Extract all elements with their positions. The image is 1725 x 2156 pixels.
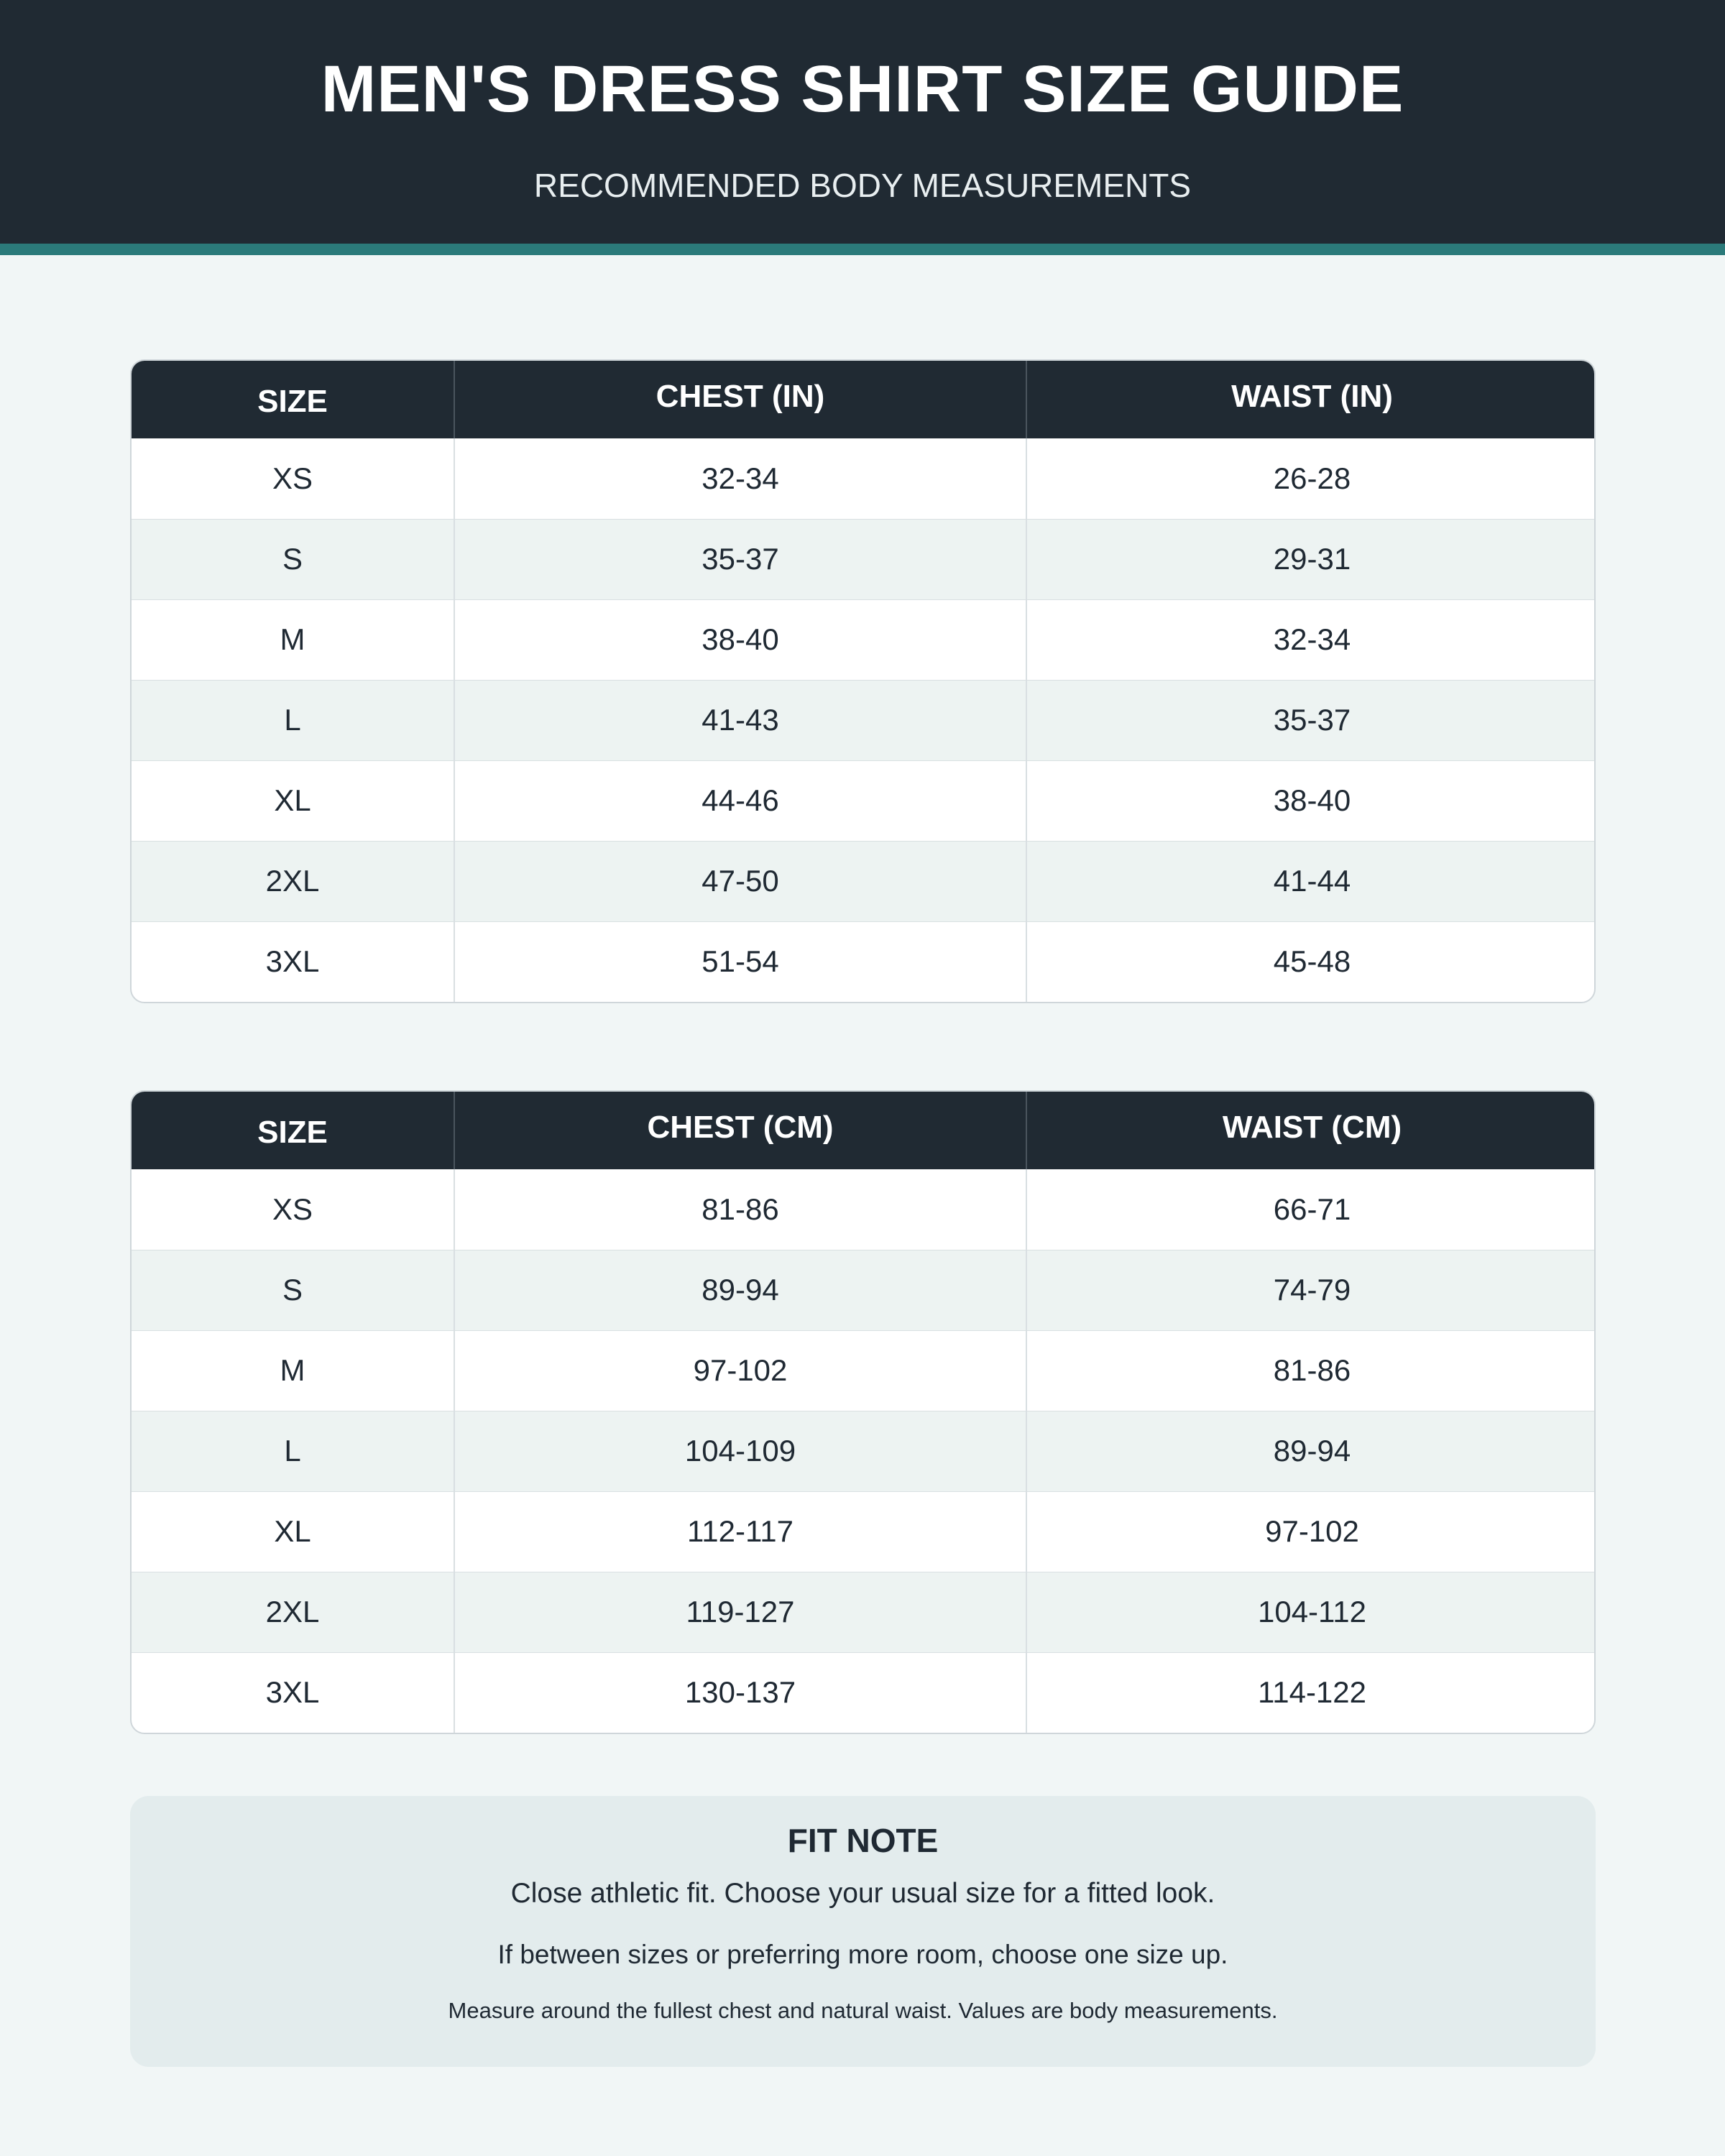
chest-cell: 41-43	[454, 680, 1026, 760]
fit-note-line: Close athletic fit. Choose your usual size for a fitted look.	[510, 1878, 1215, 1909]
table-row	[132, 1411, 1596, 1491]
column-header-chest: CHEST (CM)	[454, 1092, 1026, 1169]
size-cell: M	[132, 599, 454, 680]
chest-cell: 89-94	[454, 1250, 1026, 1330]
size-cell: XL	[132, 760, 454, 841]
size-cell: S	[132, 1250, 454, 1330]
table-row	[132, 921, 1596, 1002]
fit-note-title: FIT NOTE	[787, 1822, 939, 1859]
table-row	[132, 438, 1596, 519]
column-header-chest: CHEST (IN)	[454, 361, 1026, 438]
chest-cell: 97-102	[454, 1330, 1026, 1411]
table-row	[132, 680, 1596, 760]
table-header-row	[132, 361, 1596, 438]
size-cell: L	[132, 1411, 454, 1491]
size-cell: 2XL	[132, 1572, 454, 1652]
table-row	[132, 760, 1596, 841]
size-cell: M	[132, 1330, 454, 1411]
table-row	[132, 1652, 1596, 1733]
chest-cell: 35-37	[454, 519, 1026, 599]
waist-cell: 89-94	[1026, 1411, 1596, 1491]
size-cell: 2XL	[132, 841, 454, 921]
fit-note-line: If between sizes or preferring more room, choose one size up.	[497, 1940, 1228, 1969]
table-row	[132, 1572, 1596, 1652]
size-cell: L	[132, 680, 454, 760]
table-row	[132, 519, 1596, 599]
page-title: MEN'S DRESS SHIRT SIZE GUIDE	[321, 52, 1404, 126]
fit-note-panel	[130, 1796, 1596, 2067]
table-row	[132, 599, 1596, 680]
chest-cell: 119-127	[454, 1572, 1026, 1652]
chest-cell: 32-34	[454, 438, 1026, 519]
column-header-waist: WAIST (IN)	[1026, 361, 1596, 438]
table-row	[132, 1330, 1596, 1411]
size-cell: XS	[132, 438, 454, 519]
chest-cell: 112-117	[454, 1491, 1026, 1572]
table-row	[132, 1169, 1596, 1250]
page-subtitle: RECOMMENDED BODY MEASUREMENTS	[533, 167, 1192, 204]
waist-cell: 41-44	[1026, 841, 1596, 921]
column-header-waist: WAIST (CM)	[1026, 1092, 1596, 1169]
chest-cell: 38-40	[454, 599, 1026, 680]
waist-cell: 29-31	[1026, 519, 1596, 599]
waist-cell: 114-122	[1026, 1652, 1596, 1733]
waist-cell: 45-48	[1026, 921, 1596, 1002]
cm-size-table	[130, 1090, 1596, 1734]
size-cell: S	[132, 519, 454, 599]
column-header-size: SIZE	[132, 1092, 454, 1169]
page-header	[0, 0, 1725, 255]
waist-cell: 104-112	[1026, 1572, 1596, 1652]
waist-cell: 26-28	[1273, 461, 1351, 495]
waist-cell: 97-102	[1026, 1491, 1596, 1572]
column-header-size: SIZE	[132, 361, 454, 438]
size-cell: 3XL	[132, 1652, 454, 1733]
table-header-row	[132, 1092, 1596, 1169]
waist-cell: 32-34	[1026, 599, 1596, 680]
table-row	[132, 1491, 1596, 1572]
waist-cell: 66-71	[1273, 1192, 1351, 1226]
size-cell: XS	[132, 1169, 454, 1250]
chest-cell: 47-50	[454, 841, 1026, 921]
size-cell: 3XL	[132, 921, 454, 1002]
chest-cell: 104-109	[454, 1411, 1026, 1491]
inches-size-table	[130, 359, 1596, 1003]
table-row	[132, 841, 1596, 921]
chest-cell: 130-137	[454, 1652, 1026, 1733]
waist-cell: 38-40	[1026, 760, 1596, 841]
chest-cell: 51-54	[454, 921, 1026, 1002]
size-cell: XL	[132, 1491, 454, 1572]
waist-cell: 81-86	[1026, 1330, 1596, 1411]
waist-cell: 74-79	[1026, 1250, 1596, 1330]
table-row	[132, 1250, 1596, 1330]
chest-cell: 44-46	[454, 760, 1026, 841]
chest-cell: 81-86	[454, 1169, 1026, 1250]
waist-cell: 35-37	[1026, 680, 1596, 760]
fit-note-footnote: Measure around the fullest chest and natural waist. Values are body measurements.	[448, 1998, 1278, 2023]
